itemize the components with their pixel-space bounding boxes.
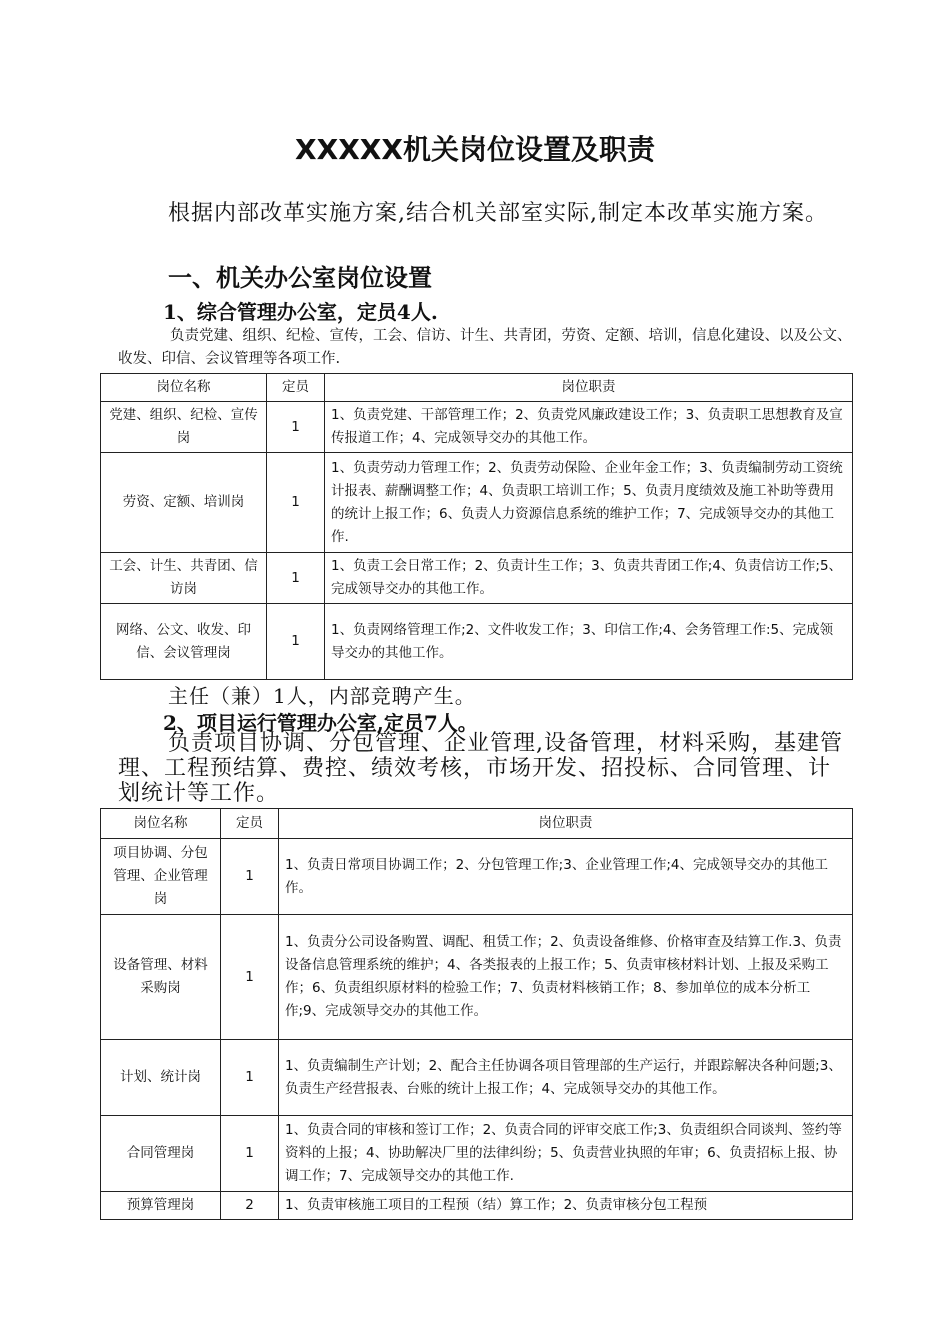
post-headcount: 1 bbox=[221, 839, 279, 915]
table-row bbox=[101, 1192, 853, 1220]
office1-table bbox=[100, 373, 853, 680]
table-row bbox=[101, 553, 853, 604]
post-headcount: 1 bbox=[267, 402, 325, 453]
post-name: 设备管理、材料采购岗 bbox=[101, 915, 221, 1040]
post-headcount: 1 bbox=[267, 453, 325, 553]
table-row bbox=[101, 915, 853, 1040]
table-row bbox=[101, 1116, 853, 1192]
office1-description: 负责党建、组织、纪检、宣传，工会、信访、计生、共青团，劳资、定额、培训，信息化建设、以及公文、收发、印信、会议管理等各项工作. bbox=[118, 328, 852, 367]
header-post-name: 岗位名称 bbox=[101, 374, 267, 402]
post-headcount: 1 bbox=[267, 604, 325, 680]
header-headcount: 定员 bbox=[267, 374, 325, 402]
post-headcount: 1 bbox=[267, 553, 325, 604]
table-header-row bbox=[101, 374, 853, 402]
post-headcount: 1 bbox=[221, 915, 279, 1040]
office1-director-note: 主任（兼）1人，内部竞聘产生。 bbox=[168, 684, 476, 708]
table-header-row bbox=[101, 809, 853, 839]
header-post-name: 岗位名称 bbox=[101, 809, 221, 839]
post-name: 预算管理岗 bbox=[101, 1192, 221, 1220]
post-duties: 1、负责审核施工项目的工程预（结）算工作；2、负责审核分包工程预 bbox=[279, 1192, 853, 1220]
post-name: 党建、组织、纪检、宣传岗 bbox=[101, 402, 267, 453]
office2-table bbox=[100, 808, 853, 1220]
intro-paragraph: 根据内部改革实施方案,结合机关部室实际,制定本改革实施方案。 bbox=[168, 201, 828, 226]
post-name: 项目协调、分包管理、企业管理岗 bbox=[101, 839, 221, 915]
post-duties: 1、负责分公司设备购置、调配、租赁工作；2、负责设备维修、价格审查及结算工作.3、负责设备信息管理系统的维护；4、各类报表的上报工作；5、负责审核材料计划、上报及采购工作；6、负责组织原材料的检验工作；7、负责材料核销工作；8、参加单位的成本分析工作;9、完成领导交办的其他工作。 bbox=[279, 915, 853, 1040]
post-duties: 1、负责工会日常工作；2、负责计生工作；3、负责共青团工作;4、负责信访工作;5、完成领导交办的其他工作。 bbox=[325, 553, 853, 604]
office2-description: 负责项目协调、分包管理、企业管理,设备管理，材料采购，基建管理、工程预结算、费控、绩效考核，市场开发、招投标、合同管理、计划统计等工作。 bbox=[118, 731, 843, 806]
header-duties: 岗位职责 bbox=[279, 809, 853, 839]
header-headcount: 定员 bbox=[221, 809, 279, 839]
table-row bbox=[101, 1040, 853, 1116]
post-name: 网络、公文、收发、印信、会议管理岗 bbox=[101, 604, 267, 680]
table-row bbox=[101, 402, 853, 453]
post-duties: 1、负责党建、干部管理工作；2、负责党风廉政建设工作；3、负责职工思想教育及宣传报道工作；4、完成领导交办的其他工作。 bbox=[325, 402, 853, 453]
post-headcount: 1 bbox=[221, 1040, 279, 1116]
table-row bbox=[101, 839, 853, 915]
table-row bbox=[101, 453, 853, 553]
post-headcount: 1 bbox=[221, 1116, 279, 1192]
header-duties: 岗位职责 bbox=[325, 374, 853, 402]
section-heading: 一、机关办公室岗位设置 bbox=[168, 264, 432, 292]
post-name: 合同管理岗 bbox=[101, 1116, 221, 1192]
post-duties: 1、负责劳动力管理工作；2、负责劳动保险、企业年金工作；3、负责编制劳动工资统计报表、薪酬调整工作；4、负责职工培训工作；5、负责月度绩效及施工补助等费用的统计上报工作；6、负责人力资源信息系统的维护工作；7、完成领导交办的其他工作. bbox=[325, 453, 853, 553]
post-duties: 1、负责日常项目协调工作；2、分包管理工作;3、企业管理工作;4、完成领导交办的其他工作。 bbox=[279, 839, 853, 915]
post-name: 劳资、定额、培训岗 bbox=[101, 453, 267, 553]
post-name: 计划、统计岗 bbox=[101, 1040, 221, 1116]
office1-heading: 1、综合管理办公室，定员4人. bbox=[163, 300, 438, 324]
table-row bbox=[101, 604, 853, 680]
post-duties: 1、负责网络管理工作;2、文件收发工作；3、印信工作;4、会务管理工作:5、完成领导交办的其他工作。 bbox=[325, 604, 853, 680]
post-name: 工会、计生、共青团、信访岗 bbox=[101, 553, 267, 604]
office2-heading: 2、项目运行管理办公室,定员7人。 bbox=[163, 711, 478, 735]
document-title: XXXXX机关岗位设置及职责 bbox=[295, 133, 655, 166]
post-duties: 1、负责合同的审核和签订工作；2、负责合同的评审交底工作;3、负责组织合同谈判、签约等资料的上报；4、协助解决厂里的法律纠纷；5、负责营业执照的年审；6、负责招标上报、协调工作；7、完成领导交办的其他工作. bbox=[279, 1116, 853, 1192]
post-duties: 1、负责编制生产计划；2、配合主任协调各项目管理部的生产运行，并跟踪解决各种问题;3、负责生产经营报表、台账的统计上报工作；4、完成领导交办的其他工作。 bbox=[279, 1040, 853, 1116]
post-headcount: 2 bbox=[221, 1192, 279, 1220]
